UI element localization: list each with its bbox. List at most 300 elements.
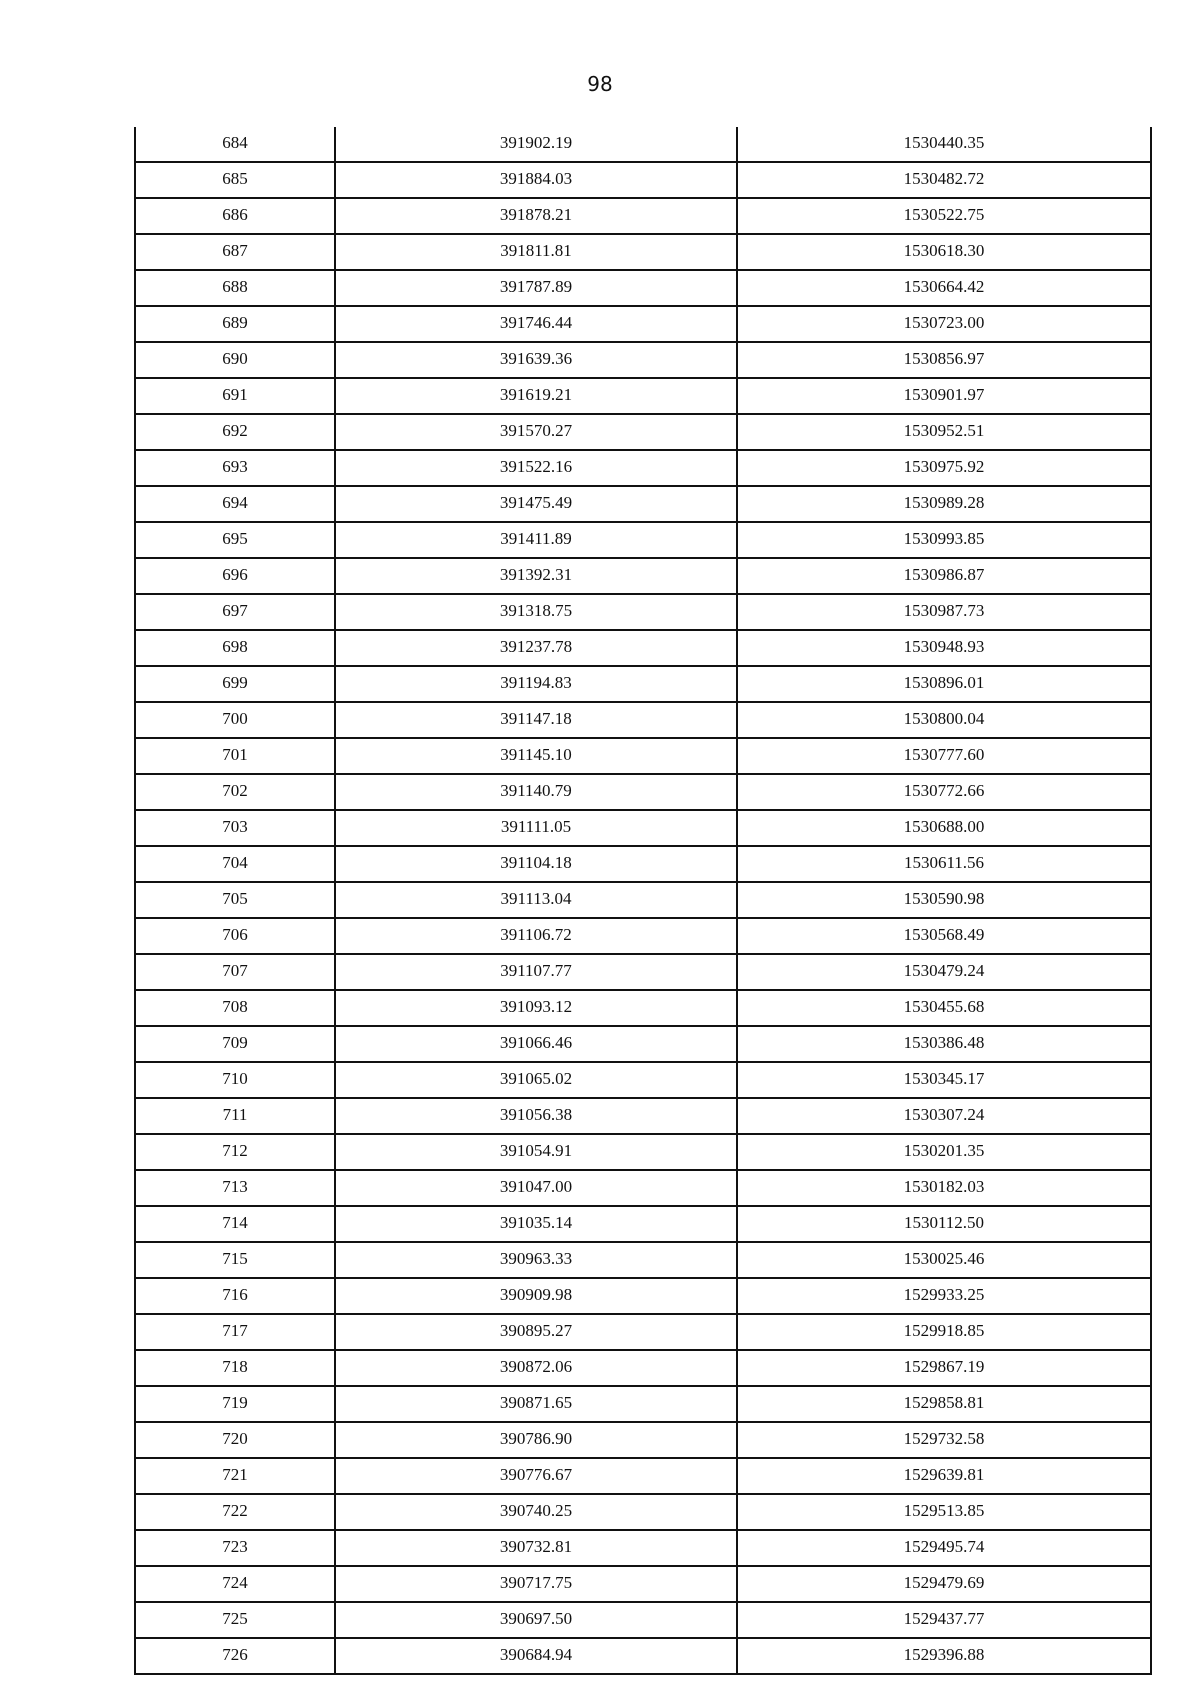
y-coordinate-cell-text: 1530479.24 xyxy=(903,960,985,980)
point-number-cell-text: 686 xyxy=(222,204,248,224)
point-number-cell xyxy=(135,414,335,450)
x-coordinate-cell xyxy=(335,162,737,198)
x-coordinate-cell-text: 391619.21 xyxy=(499,384,573,404)
y-coordinate-cell xyxy=(737,270,1151,306)
y-coordinate-cell xyxy=(737,522,1151,558)
point-number-cell-text: 703 xyxy=(222,816,248,836)
point-number-cell-text: 697 xyxy=(222,600,248,620)
y-coordinate-cell-text: 1530993.85 xyxy=(903,528,985,548)
table-row xyxy=(135,378,1151,414)
y-coordinate-cell-text: 1529867.19 xyxy=(903,1356,985,1376)
y-coordinate-cell xyxy=(737,882,1151,918)
x-coordinate-cell xyxy=(335,1458,737,1494)
point-number-cell-text: 719 xyxy=(222,1392,248,1412)
y-coordinate-cell-text: 1529495.74 xyxy=(903,1536,985,1556)
y-coordinate-cell xyxy=(737,234,1151,270)
y-coordinate-cell-text: 1529858.81 xyxy=(903,1392,985,1412)
table-row xyxy=(135,1062,1151,1098)
point-number-cell-text: 714 xyxy=(222,1212,248,1232)
x-coordinate-cell xyxy=(335,1062,737,1098)
y-coordinate-cell-text: 1530522.75 xyxy=(903,204,985,224)
table-row xyxy=(135,522,1151,558)
point-number-cell xyxy=(135,342,335,378)
x-coordinate-cell-text: 390732.81 xyxy=(499,1536,573,1556)
point-number-cell xyxy=(135,738,335,774)
x-coordinate-cell-text: 391639.36 xyxy=(499,348,573,368)
table-row xyxy=(135,810,1151,846)
x-coordinate-cell xyxy=(335,594,737,630)
x-coordinate-cell xyxy=(335,1422,737,1458)
point-number-cell xyxy=(135,162,335,198)
y-coordinate-cell xyxy=(737,558,1151,594)
y-coordinate-cell xyxy=(737,1314,1151,1350)
table-row xyxy=(135,1314,1151,1350)
table-row xyxy=(135,162,1151,198)
point-number-cell-text: 694 xyxy=(222,492,248,512)
point-number-cell xyxy=(135,234,335,270)
y-coordinate-cell xyxy=(737,1350,1151,1386)
table-row xyxy=(135,702,1151,738)
point-number-cell xyxy=(135,486,335,522)
point-number-cell-text: 701 xyxy=(222,744,248,764)
x-coordinate-cell-text: 390786.90 xyxy=(499,1428,573,1448)
point-number-cell-text: 721 xyxy=(222,1464,248,1484)
x-coordinate-cell-text: 391746.44 xyxy=(499,312,573,332)
point-number-cell xyxy=(135,1494,335,1530)
y-coordinate-cell xyxy=(737,1098,1151,1134)
x-coordinate-cell-text: 391237.78 xyxy=(499,636,573,656)
table-row xyxy=(135,1566,1151,1602)
x-coordinate-cell xyxy=(335,846,737,882)
x-coordinate-cell-text: 391065.02 xyxy=(499,1068,573,1088)
point-number-cell xyxy=(135,702,335,738)
table-row xyxy=(135,270,1151,306)
y-coordinate-cell-text: 1530723.00 xyxy=(903,312,985,332)
x-coordinate-cell xyxy=(335,1278,737,1314)
table-row xyxy=(135,1458,1151,1494)
y-coordinate-cell-text: 1529437.77 xyxy=(903,1608,985,1628)
point-number-cell-text: 699 xyxy=(222,672,248,692)
coordinate-table-body xyxy=(135,127,1151,1674)
point-number-cell xyxy=(135,1314,335,1350)
y-coordinate-cell xyxy=(737,1458,1151,1494)
table-row xyxy=(135,738,1151,774)
y-coordinate-cell xyxy=(737,594,1151,630)
table-row xyxy=(135,1602,1151,1638)
x-coordinate-cell-text: 391093.12 xyxy=(499,996,573,1016)
y-coordinate-cell-text: 1530777.60 xyxy=(903,744,985,764)
y-coordinate-cell-text: 1530182.03 xyxy=(903,1176,985,1196)
y-coordinate-cell xyxy=(737,702,1151,738)
y-coordinate-cell-text: 1530201.35 xyxy=(903,1140,985,1160)
y-coordinate-cell xyxy=(737,1026,1151,1062)
x-coordinate-cell xyxy=(335,1602,737,1638)
point-number-cell-text: 713 xyxy=(222,1176,248,1196)
x-coordinate-cell-text: 391787.89 xyxy=(499,276,573,296)
point-number-cell xyxy=(135,882,335,918)
point-number-cell xyxy=(135,1278,335,1314)
point-number-cell-text: 724 xyxy=(222,1572,248,1592)
x-coordinate-cell xyxy=(335,1386,737,1422)
x-coordinate-cell xyxy=(335,1566,737,1602)
point-number-cell-text: 725 xyxy=(222,1608,248,1628)
y-coordinate-cell-text: 1530611.56 xyxy=(903,852,985,872)
x-coordinate-cell xyxy=(335,1314,737,1350)
point-number-cell xyxy=(135,1206,335,1242)
y-coordinate-cell xyxy=(737,486,1151,522)
y-coordinate-cell-text: 1529639.81 xyxy=(903,1464,985,1484)
x-coordinate-cell xyxy=(335,882,737,918)
y-coordinate-cell-text: 1530482.72 xyxy=(903,168,985,188)
y-coordinate-cell-text: 1529513.85 xyxy=(903,1500,985,1520)
point-number-cell-text: 720 xyxy=(222,1428,248,1448)
x-coordinate-cell-text: 391035.14 xyxy=(499,1212,573,1232)
x-coordinate-cell-text: 391884.03 xyxy=(499,168,573,188)
point-number-cell xyxy=(135,1062,335,1098)
table-row xyxy=(135,342,1151,378)
point-number-cell-text: 712 xyxy=(222,1140,248,1160)
point-number-cell xyxy=(135,918,335,954)
y-coordinate-cell xyxy=(737,918,1151,954)
point-number-cell-text: 710 xyxy=(222,1068,248,1088)
x-coordinate-cell xyxy=(335,1098,737,1134)
x-coordinate-cell xyxy=(335,558,737,594)
y-coordinate-cell xyxy=(737,127,1151,162)
table-row xyxy=(135,306,1151,342)
point-number-cell xyxy=(135,522,335,558)
y-coordinate-cell-text: 1530025.46 xyxy=(903,1248,985,1268)
y-coordinate-cell-text: 1530856.97 xyxy=(903,348,985,368)
x-coordinate-cell xyxy=(335,378,737,414)
point-number-cell xyxy=(135,1170,335,1206)
table-row xyxy=(135,1026,1151,1062)
x-coordinate-cell-text: 391318.75 xyxy=(499,600,573,620)
table-row xyxy=(135,234,1151,270)
x-coordinate-cell xyxy=(335,1638,737,1674)
y-coordinate-cell-text: 1530112.50 xyxy=(903,1212,985,1232)
y-coordinate-cell-text: 1529732.58 xyxy=(903,1428,985,1448)
x-coordinate-cell-text: 390909.98 xyxy=(499,1284,573,1304)
y-coordinate-cell xyxy=(737,990,1151,1026)
point-number-cell-text: 695 xyxy=(222,528,248,548)
y-coordinate-cell-text: 1530345.17 xyxy=(903,1068,985,1088)
point-number-cell-text: 708 xyxy=(222,996,248,1016)
y-coordinate-cell xyxy=(737,1638,1151,1674)
y-coordinate-cell xyxy=(737,666,1151,702)
point-number-cell xyxy=(135,1602,335,1638)
y-coordinate-cell-text: 1529933.25 xyxy=(903,1284,985,1304)
point-number-cell-text: 726 xyxy=(222,1644,248,1664)
point-number-cell-text: 700 xyxy=(222,708,248,728)
y-coordinate-cell-text: 1530901.97 xyxy=(903,384,985,404)
point-number-cell-text: 707 xyxy=(222,960,248,980)
y-coordinate-cell xyxy=(737,1602,1151,1638)
y-coordinate-cell xyxy=(737,1062,1151,1098)
x-coordinate-cell xyxy=(335,774,737,810)
x-coordinate-cell-text: 390697.50 xyxy=(499,1608,573,1628)
point-number-cell xyxy=(135,810,335,846)
x-coordinate-cell-text: 390776.67 xyxy=(499,1464,573,1484)
point-number-cell-text: 687 xyxy=(222,240,248,260)
y-coordinate-cell-text: 1529396.88 xyxy=(903,1644,985,1664)
point-number-cell-text: 696 xyxy=(222,564,248,584)
point-number-cell xyxy=(135,558,335,594)
table-row xyxy=(135,630,1151,666)
y-coordinate-cell-text: 1530975.92 xyxy=(903,456,985,476)
table-row xyxy=(135,954,1151,990)
table-row xyxy=(135,774,1151,810)
x-coordinate-cell-text: 391878.21 xyxy=(499,204,573,224)
y-coordinate-cell xyxy=(737,450,1151,486)
table-row xyxy=(135,918,1151,954)
table-row xyxy=(135,198,1151,234)
x-coordinate-cell xyxy=(335,522,737,558)
point-number-cell xyxy=(135,270,335,306)
y-coordinate-cell xyxy=(737,1278,1151,1314)
y-coordinate-cell xyxy=(737,774,1151,810)
x-coordinate-cell-text: 391392.31 xyxy=(499,564,573,584)
x-coordinate-cell xyxy=(335,1026,737,1062)
y-coordinate-cell xyxy=(737,1494,1151,1530)
table-row xyxy=(135,1278,1151,1314)
y-coordinate-cell-text: 1530618.30 xyxy=(903,240,985,260)
point-number-cell xyxy=(135,666,335,702)
y-coordinate-cell-text: 1530688.00 xyxy=(903,816,985,836)
point-number-cell xyxy=(135,450,335,486)
x-coordinate-cell xyxy=(335,1134,737,1170)
point-number-cell-text: 702 xyxy=(222,780,248,800)
point-number-cell xyxy=(135,306,335,342)
table-row xyxy=(135,1494,1151,1530)
point-number-cell-text: 698 xyxy=(222,636,248,656)
point-number-cell-text: 684 xyxy=(222,132,248,152)
table-row xyxy=(135,450,1151,486)
coordinate-table xyxy=(134,127,1152,1675)
x-coordinate-cell-text: 391104.18 xyxy=(500,852,572,872)
point-number-cell xyxy=(135,1638,335,1674)
x-coordinate-cell xyxy=(335,954,737,990)
point-number-cell xyxy=(135,1422,335,1458)
y-coordinate-cell-text: 1529918.85 xyxy=(903,1320,985,1340)
x-coordinate-cell-text: 390740.25 xyxy=(499,1500,573,1520)
point-number-cell xyxy=(135,1242,335,1278)
y-coordinate-cell-text: 1530989.28 xyxy=(903,492,985,512)
x-coordinate-cell xyxy=(335,306,737,342)
y-coordinate-cell-text: 1530386.48 xyxy=(903,1032,985,1052)
y-coordinate-cell-text: 1530800.04 xyxy=(903,708,985,728)
table-row xyxy=(135,558,1151,594)
x-coordinate-cell-text: 390895.27 xyxy=(499,1320,573,1340)
x-coordinate-cell-text: 391107.77 xyxy=(500,960,572,980)
y-coordinate-cell xyxy=(737,306,1151,342)
x-coordinate-cell-text: 391570.27 xyxy=(499,420,573,440)
table-row xyxy=(135,1170,1151,1206)
point-number-cell xyxy=(135,630,335,666)
x-coordinate-cell xyxy=(335,1242,737,1278)
point-number-cell xyxy=(135,1530,335,1566)
x-coordinate-cell xyxy=(335,234,737,270)
table-row xyxy=(135,666,1151,702)
y-coordinate-cell xyxy=(737,1206,1151,1242)
x-coordinate-cell xyxy=(335,630,737,666)
point-number-cell xyxy=(135,594,335,630)
x-coordinate-cell-text: 391113.04 xyxy=(500,888,572,908)
point-number-cell xyxy=(135,1026,335,1062)
table-row xyxy=(135,1422,1151,1458)
point-number-cell xyxy=(135,954,335,990)
table-row xyxy=(135,1386,1151,1422)
x-coordinate-cell xyxy=(335,810,737,846)
x-coordinate-cell-text: 390684.94 xyxy=(499,1644,573,1664)
x-coordinate-cell-text: 391522.16 xyxy=(499,456,573,476)
y-coordinate-cell xyxy=(737,414,1151,450)
point-number-cell-text: 723 xyxy=(222,1536,248,1556)
y-coordinate-cell xyxy=(737,342,1151,378)
x-coordinate-cell xyxy=(335,1350,737,1386)
x-coordinate-cell xyxy=(335,918,737,954)
y-coordinate-cell xyxy=(737,1242,1151,1278)
y-coordinate-cell xyxy=(737,954,1151,990)
x-coordinate-cell xyxy=(335,486,737,522)
table-row xyxy=(135,1350,1151,1386)
x-coordinate-cell-text: 390963.33 xyxy=(499,1248,573,1268)
y-coordinate-cell xyxy=(737,1170,1151,1206)
y-coordinate-cell xyxy=(737,738,1151,774)
y-coordinate-cell xyxy=(737,198,1151,234)
table-row xyxy=(135,594,1151,630)
point-number-cell-text: 705 xyxy=(222,888,248,908)
table-row xyxy=(135,990,1151,1026)
x-coordinate-cell xyxy=(335,1494,737,1530)
point-number-cell xyxy=(135,1098,335,1134)
y-coordinate-cell-text: 1530952.51 xyxy=(903,420,985,440)
x-coordinate-cell-text: 390717.75 xyxy=(499,1572,573,1592)
point-number-cell-text: 722 xyxy=(222,1500,248,1520)
table-row xyxy=(135,1242,1151,1278)
point-number-cell xyxy=(135,1458,335,1494)
table-row xyxy=(135,414,1151,450)
x-coordinate-cell-text: 391111.05 xyxy=(500,816,572,836)
y-coordinate-cell-text: 1530568.49 xyxy=(903,924,985,944)
table-row xyxy=(135,1134,1151,1170)
y-coordinate-cell xyxy=(737,1422,1151,1458)
y-coordinate-cell-text: 1530440.35 xyxy=(903,132,985,152)
y-coordinate-cell-text: 1530986.87 xyxy=(903,564,985,584)
x-coordinate-cell xyxy=(335,738,737,774)
table-row xyxy=(135,846,1151,882)
y-coordinate-cell-text: 1530455.68 xyxy=(903,996,985,1016)
x-coordinate-cell-text: 390871.65 xyxy=(499,1392,573,1412)
y-coordinate-cell xyxy=(737,1386,1151,1422)
x-coordinate-cell xyxy=(335,990,737,1026)
point-number-cell xyxy=(135,127,335,162)
x-coordinate-cell-text: 391147.18 xyxy=(500,708,572,728)
point-number-cell-text: 691 xyxy=(222,384,248,404)
point-number-cell-text: 709 xyxy=(222,1032,248,1052)
table-row xyxy=(135,882,1151,918)
y-coordinate-cell-text: 1530948.93 xyxy=(903,636,985,656)
point-number-cell-text: 690 xyxy=(222,348,248,368)
x-coordinate-cell-text: 391047.00 xyxy=(499,1176,573,1196)
x-coordinate-cell-text: 391056.38 xyxy=(499,1104,573,1124)
y-coordinate-cell-text: 1530987.73 xyxy=(903,600,985,620)
y-coordinate-cell-text: 1530590.98 xyxy=(903,888,985,908)
y-coordinate-cell xyxy=(737,810,1151,846)
point-number-cell xyxy=(135,990,335,1026)
x-coordinate-cell-text: 391194.83 xyxy=(500,672,572,692)
y-coordinate-cell-text: 1529479.69 xyxy=(903,1572,985,1592)
y-coordinate-cell xyxy=(737,162,1151,198)
x-coordinate-cell xyxy=(335,666,737,702)
x-coordinate-cell xyxy=(335,198,737,234)
x-coordinate-cell xyxy=(335,1530,737,1566)
x-coordinate-cell-text: 390872.06 xyxy=(499,1356,573,1376)
point-number-cell xyxy=(135,846,335,882)
x-coordinate-cell-text: 391475.49 xyxy=(499,492,573,512)
point-number-cell-text: 716 xyxy=(222,1284,248,1304)
x-coordinate-cell-text: 391902.19 xyxy=(499,132,573,152)
table-row xyxy=(135,1206,1151,1242)
point-number-cell-text: 688 xyxy=(222,276,248,296)
x-coordinate-cell-text: 391106.72 xyxy=(500,924,572,944)
table-row xyxy=(135,1530,1151,1566)
point-number-cell xyxy=(135,1134,335,1170)
x-coordinate-cell-text: 391145.10 xyxy=(500,744,572,764)
point-number-cell-text: 685 xyxy=(222,168,248,188)
point-number-cell-text: 706 xyxy=(222,924,248,944)
x-coordinate-cell xyxy=(335,127,737,162)
x-coordinate-cell xyxy=(335,1170,737,1206)
x-coordinate-cell xyxy=(335,702,737,738)
y-coordinate-cell xyxy=(737,1530,1151,1566)
point-number-cell-text: 717 xyxy=(222,1320,248,1340)
x-coordinate-cell-text: 391066.46 xyxy=(499,1032,573,1052)
point-number-cell xyxy=(135,198,335,234)
x-coordinate-cell xyxy=(335,414,737,450)
point-number-cell-text: 689 xyxy=(222,312,248,332)
point-number-cell-text: 715 xyxy=(222,1248,248,1268)
point-number-cell xyxy=(135,1566,335,1602)
table-row xyxy=(135,127,1151,162)
y-coordinate-cell xyxy=(737,846,1151,882)
table-row xyxy=(135,1098,1151,1134)
point-number-cell-text: 692 xyxy=(222,420,248,440)
y-coordinate-cell-text: 1530772.66 xyxy=(903,780,985,800)
page-number: 98 xyxy=(587,72,613,96)
point-number-cell xyxy=(135,1350,335,1386)
y-coordinate-cell xyxy=(737,378,1151,414)
point-number-cell-text: 718 xyxy=(222,1356,248,1376)
x-coordinate-cell-text: 391054.91 xyxy=(499,1140,573,1160)
y-coordinate-cell xyxy=(737,1134,1151,1170)
x-coordinate-cell-text: 391811.81 xyxy=(500,240,572,260)
point-number-cell-text: 704 xyxy=(222,852,248,872)
x-coordinate-cell xyxy=(335,1206,737,1242)
y-coordinate-cell-text: 1530896.01 xyxy=(903,672,985,692)
table-row xyxy=(135,486,1151,522)
point-number-cell xyxy=(135,1386,335,1422)
x-coordinate-cell-text: 391411.89 xyxy=(500,528,572,548)
point-number-cell xyxy=(135,774,335,810)
point-number-cell xyxy=(135,378,335,414)
point-number-cell-text: 693 xyxy=(222,456,248,476)
table-row xyxy=(135,1638,1151,1674)
y-coordinate-cell-text: 1530664.42 xyxy=(903,276,985,296)
y-coordinate-cell-text: 1530307.24 xyxy=(903,1104,985,1124)
x-coordinate-cell-text: 391140.79 xyxy=(500,780,572,800)
point-number-cell-text: 711 xyxy=(222,1104,248,1124)
x-coordinate-cell xyxy=(335,270,737,306)
